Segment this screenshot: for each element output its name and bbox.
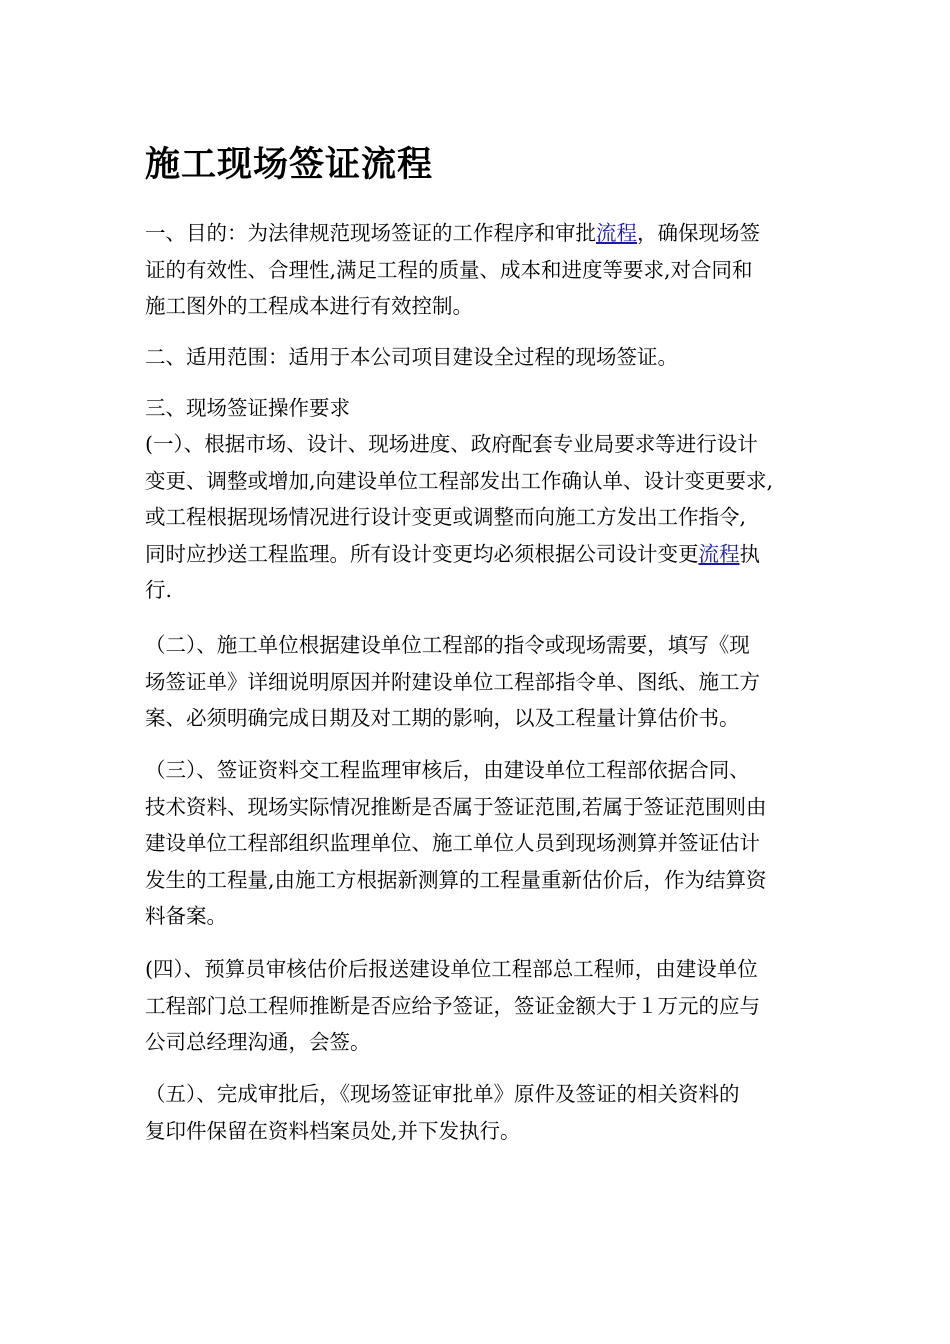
item-5-line-2: 复印件保留在资料档案员处,并下发执行。 <box>145 1118 521 1143</box>
item-3-line-3: 建设单位工程部组织监理单位、施工单位人员到现场测算并签证估计 <box>145 831 760 855</box>
requirement-item-5 <box>145 1076 825 1149</box>
item-3-line-4: 发生的工程量,由施工方根据新测算的工程量重新估价后，作为结算资 <box>145 867 767 892</box>
design-change-process-link[interactable]: 流程 <box>698 541 740 566</box>
requirement-item-1 <box>145 426 825 609</box>
item-3-line-5: 料备案。 <box>145 904 227 928</box>
process-link[interactable]: 流程 <box>596 221 637 245</box>
purpose-line-2: 证的有效性、合理性,满足工程的质量、成本和进度等要求,对合同和 <box>145 257 753 282</box>
item-3-line-2: 技术资料、现场实际情况推断是否属于签证范围,若属于签证范围则由 <box>145 794 767 819</box>
item-4-line-1: (四）、预算员审核估价后报送建设单位工程部总工程师，由建设单位 <box>145 957 758 981</box>
scope-line-1: 二、适用范围：适用于本公司项目建设全过程的现场签证。 <box>145 345 678 369</box>
requirement-item-3 <box>145 752 825 935</box>
item-1-line-3: 或工程根据现场情况进行设计变更或调整而向施工方发出工作指令, <box>145 505 747 529</box>
item-4-line-2: 工程部门总工程师推断是否应给予签证，签证金额大于１万元的应与 <box>145 993 760 1018</box>
section-purpose <box>145 215 825 325</box>
item-3-line-1: （三）、签证资料交工程监理审核后，由建设单位工程部依据合同、 <box>145 758 750 782</box>
requirement-item-2 <box>145 627 825 737</box>
item-5-line-1: （五）、完成审批后，《现场签证审批单》原件及签证的相关资料的 <box>145 1082 740 1106</box>
item-1-line-2: 变更、调整或增加,向建设单位工程部发出工作确认单、设计变更要求, <box>145 468 774 493</box>
item-1-line-5: 行. <box>145 578 173 602</box>
item-1-line-4: 同时应抄送工程监理。所有设计变更均必须根据公司设计变更流程执 <box>145 541 760 566</box>
item-4-line-3: 公司总经理沟通，会签。 <box>145 1030 371 1054</box>
purpose-line-1: 一、目的：为法律规范现场签证的工作程序和审批流程，确保现场签 <box>145 221 760 245</box>
section-requirements-heading <box>145 390 825 427</box>
item-2-line-3: 案、必须明确完成日期及对工期的影响，以及工程量计算估价书。 <box>145 706 740 730</box>
item-2-line-1: （二）、施工单位根据建设单位工程部的指令或现场需要，填写《现 <box>145 633 750 657</box>
section-scope <box>145 339 825 376</box>
purpose-line-3: 施工图外的工程成本进行有效控制。 <box>145 294 473 318</box>
document-title: 施工现场签证流程 <box>145 144 434 185</box>
requirement-item-4 <box>145 951 825 1061</box>
item-2-line-2: 场签证单》详细说明原因并附建设单位工程部指令单、图纸、施工方 <box>145 669 760 694</box>
requirements-heading: 三、现场签证操作要求 <box>145 396 350 420</box>
item-1-line-1: (一）、根据市场、设计、现场进度、政府配套专业局要求等进行设计 <box>145 432 758 456</box>
